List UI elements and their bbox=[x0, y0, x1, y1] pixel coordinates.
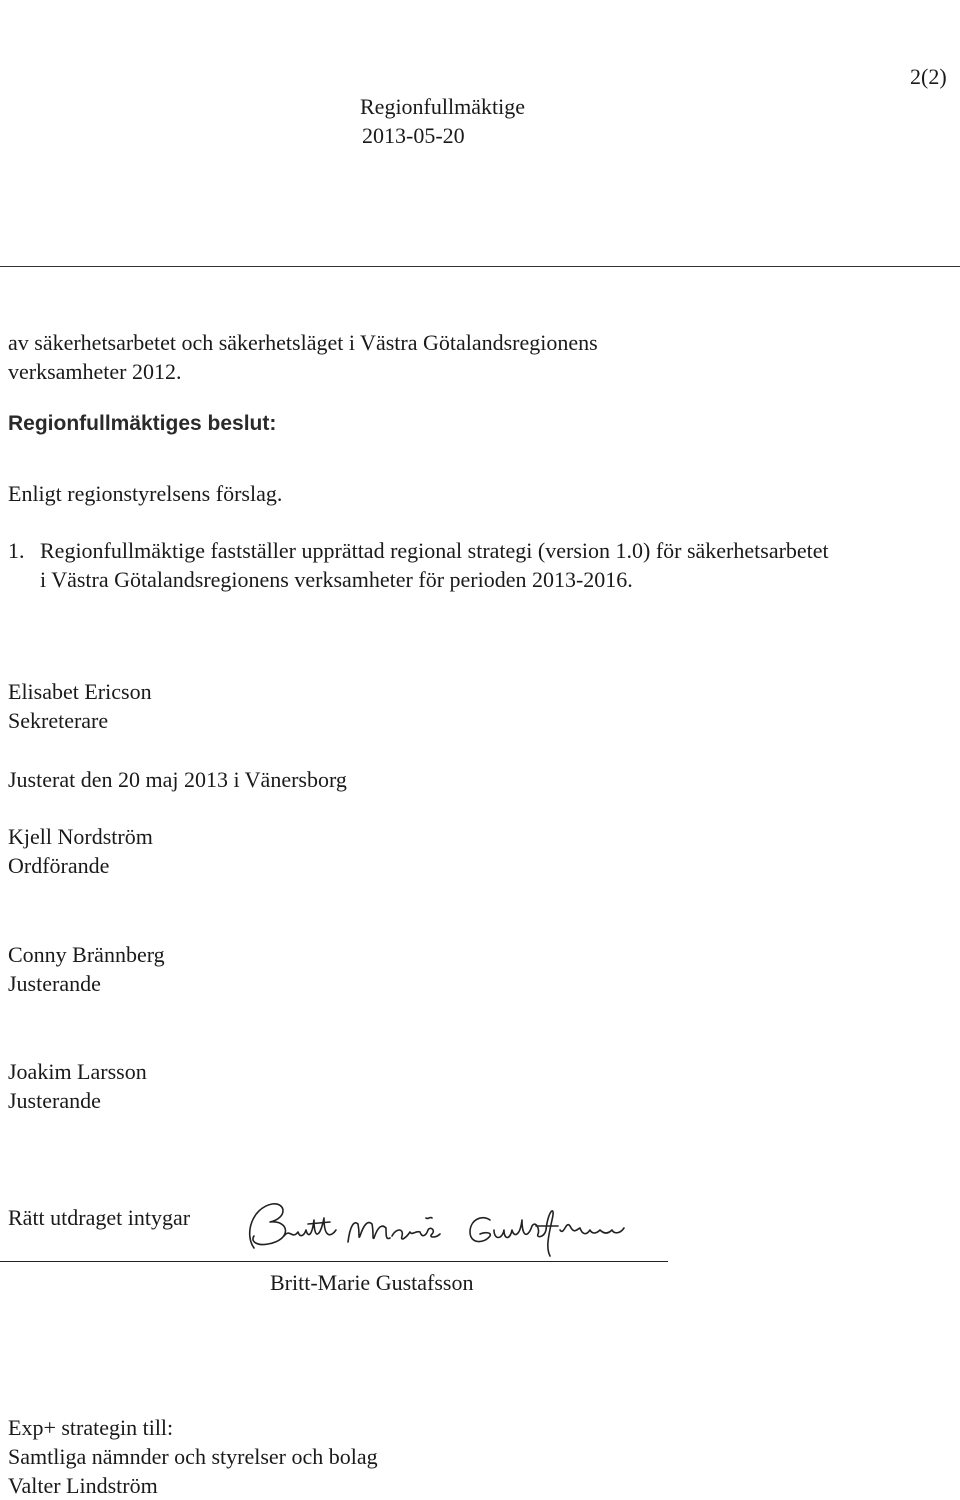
decision-heading: Regionfullmäktiges beslut: bbox=[8, 412, 277, 435]
signature-line bbox=[0, 1261, 668, 1262]
secretary-name: Elisabet Ericson bbox=[8, 679, 152, 704]
adjuster-name: Conny Brännberg bbox=[8, 942, 165, 967]
handwritten-signature bbox=[240, 1190, 660, 1260]
chair-name: Kjell Nordström bbox=[8, 824, 153, 849]
document-date: 2013-05-20 bbox=[362, 123, 465, 148]
secretary-role: Sekreterare bbox=[8, 708, 109, 733]
page-number: 2(2) bbox=[910, 64, 947, 89]
decision-item-text: Regionfullmäktige fastställer upprättad regional strategi (version 1.0) för säkerhetsarbetet i Västra Götalandsregionens verksamheter för perioden 2013-2016. bbox=[40, 538, 829, 592]
header-divider bbox=[0, 266, 960, 267]
adjusted-statement: Justerat den 20 maj 2013 i Vänersborg bbox=[8, 767, 347, 792]
adjuster-role: Justerande bbox=[8, 1088, 101, 1113]
adjuster-name: Joakim Larsson bbox=[8, 1059, 147, 1084]
distribution-recipients: Samtliga nämnder och styrelser och bolag bbox=[8, 1444, 378, 1469]
certifier-name: Britt-Marie Gustafsson bbox=[270, 1270, 474, 1295]
chair-role: Ordförande bbox=[8, 853, 110, 878]
adjuster-role: Justerande bbox=[8, 971, 101, 996]
distribution-recipient: Valter Lindström bbox=[8, 1473, 158, 1498]
distribution-label: Exp+ strategin till: bbox=[8, 1415, 174, 1440]
certified-label: Rätt utdraget intygar bbox=[8, 1205, 191, 1230]
document-title: Regionfullmäktige bbox=[360, 94, 525, 119]
decision-item-number: 1. bbox=[8, 538, 25, 563]
intro-paragraph: av säkerhetsarbetet och säkerhetsläget i Västra Götalandsregionens verksamheter 2012. bbox=[8, 330, 598, 384]
motion-text: Enligt regionstyrelsens förslag. bbox=[8, 481, 283, 506]
